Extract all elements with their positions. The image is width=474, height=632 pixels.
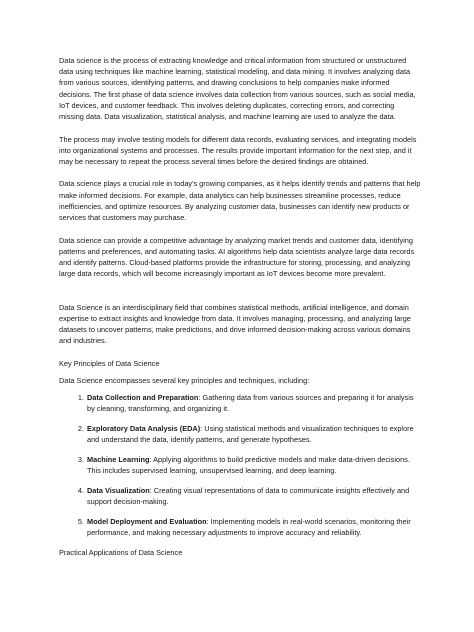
list-item-term: Machine Learning bbox=[87, 454, 150, 464]
principles-list bbox=[59, 392, 421, 538]
list-item-text: : Implementing models in real-world scenarios, monitoring their performance, and making necessary adjustments to improve accuracy and reliability. bbox=[87, 516, 411, 537]
list-item-text: : Using statistical methods and visualization techniques to explore and understand the data, identify patterns, and generate hypotheses. bbox=[87, 424, 414, 445]
list-item-term: Model Deployment and Evaluation bbox=[87, 516, 207, 526]
paragraph-definition: Data science is the process of extracting knowledge and critical information from structured or unstructured data using techniques like machine learning, statistical modeling, and data mining. It involves analyzing data from various sources, identifying patterns, and drawing conclusions to help companies make informed decisions. The first phase of data science involves data collection from various sources, such as social media, IoT devices, and customer feedback. This involves deleting duplicates, correcting errors, and correcting missing data. Data visualization, statistical analysis, and machine learning are used to analyze the data. bbox=[59, 56, 416, 122]
paragraph-process: The process may involve testing models for different data records, evaluating services, and integrating models into organizational systems and processes. The results provide important information for the next step, and it may be necessary to repeat the process several times before the desired findings are obtained. bbox=[59, 134, 417, 166]
list-item bbox=[86, 392, 421, 414]
list-item-text: : Gathering data from various sources and preparing it for analysis by cleaning, transforming, and organizing it. bbox=[87, 393, 414, 414]
list-item-text: : Creating visual representations of data to communicate insights effectively and support decision-making. bbox=[87, 485, 410, 507]
list-item-term: Exploratory Data Analysis (EDA) bbox=[87, 424, 201, 434]
paragraph-role: Data science plays a crucial role in today's growing companies, as it helps identify trends and patterns that help make informed decisions. For example, data analytics can help businesses streamline processes, reduce inefficiencies, and optimize resources. By analyzing customer data, businesses can identify new products or services that customers may purchase. bbox=[59, 179, 421, 223]
heading-practical-applications: Practical Applications of Data Science bbox=[59, 547, 183, 557]
paragraph-advantage: Data science can provide a competitive advantage by analyzing market trends and customer data, identifying patterns and preferences, and automating tasks. AI algorithms help data scientists analyze large data records and identify patterns. Cloud-based platforms provide the infrastructure for storing, processing, and analyzing large data records, which will become increasingly important as IoT devices become more prevalent. bbox=[59, 235, 415, 279]
document-body bbox=[59, 55, 421, 569]
list-item-term: Data Collection and Preparation bbox=[87, 393, 199, 403]
list-item bbox=[86, 485, 421, 507]
section-spacer bbox=[59, 291, 421, 302]
paragraph-principles-intro: Data Science encompasses several key principles and techniques, including: bbox=[59, 375, 310, 385]
list-item-text: : Applying algorithms to build predictive models and make data-driven decisions. This includes supervised learning, unsupervised learning, and deep learning. bbox=[87, 454, 410, 476]
heading-key-principles: Key Principles of Data Science bbox=[59, 358, 160, 368]
list-item bbox=[86, 423, 421, 445]
paragraph-intro: Data Science is an interdisciplinary field that combines statistical methods, artificial intelligence, and domain expertise to extract insights and knowledge from data. It involves managing, processing, and analyzing large datasets to uncover patterns, make predictions, and drive informed decision-making across various domains and industries. bbox=[59, 302, 411, 346]
list-item-term: Data Visualization bbox=[87, 485, 150, 495]
list-item bbox=[86, 454, 421, 476]
list-item bbox=[86, 516, 421, 538]
